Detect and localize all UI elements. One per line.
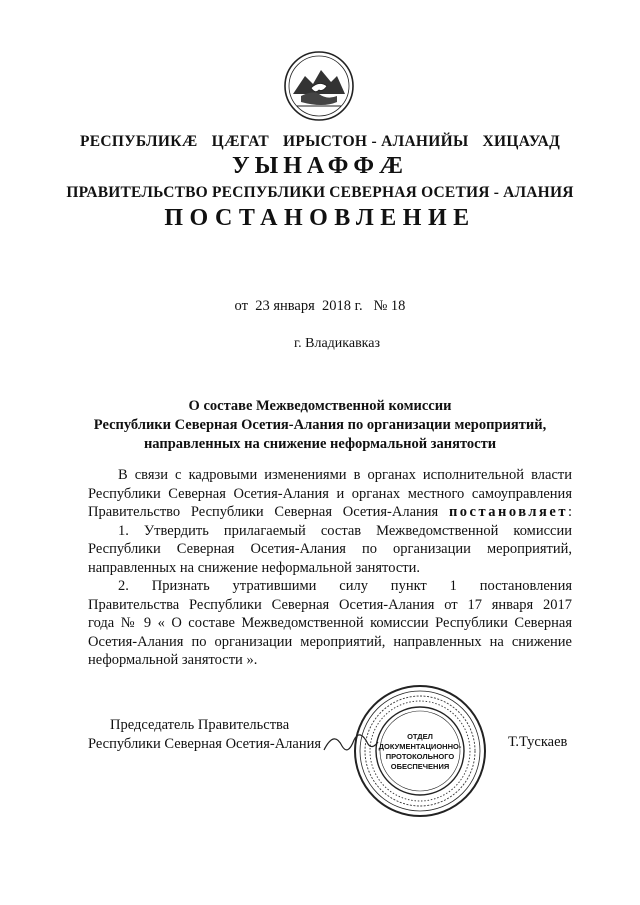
doc-title-line: направленных на снижение неформальной занятости xyxy=(143,436,497,452)
body-line: направленных на снижение неформальной занятости. xyxy=(88,559,420,576)
doc-number: № 18 xyxy=(373,298,406,314)
resolves-word: постановляет xyxy=(448,504,568,520)
body-line: неформальной занятости ». xyxy=(88,652,258,668)
position-line: Председатель Правительства xyxy=(110,717,290,733)
city: г. Владикавказ xyxy=(293,336,381,351)
position-line: Республики Северная Осетия-Алания xyxy=(88,736,322,752)
body-line: Правительства Республики Северная Осетия-Алания от 17 января 2017 xyxy=(88,596,572,613)
stamp-text-line: ПРОТОКОЛЬНОГО xyxy=(385,752,455,761)
date-prefix: от xyxy=(234,298,248,314)
date: 23 января xyxy=(255,298,315,314)
stamp-text-line: ОБЕСПЕЧЕНИЯ xyxy=(390,762,450,771)
body-line: года № 9 « О составе Межведомственной комиссии Республики Северная xyxy=(88,615,572,631)
body-line: В связи с кадровыми изменениями в органах исполнительной власти xyxy=(118,467,572,483)
signatory-name: Т.Тускаев xyxy=(508,734,568,750)
body-line: 1. Утвердить прилагаемый состав Межведомственной комиссии xyxy=(118,522,572,539)
coat-of-arms-icon xyxy=(283,50,355,122)
year: 2018 г. xyxy=(322,298,363,314)
russian-doc-type: ПОСТАНОВЛЕНИЕ xyxy=(164,205,476,231)
doc-title-line: О составе Межведомственной комиссии xyxy=(188,398,452,414)
russian-government-title: ПРАВИТЕЛЬСТВО РЕСПУБЛИКИ СЕВЕРНАЯ ОСЕТИЯ - АЛАНИЯ xyxy=(66,184,574,201)
stamp-text-line: ОТДЕЛ xyxy=(407,732,433,741)
body-line: 2. Признать утратившими силу пункт 1 постановления xyxy=(118,578,572,594)
signatory-position xyxy=(88,716,321,754)
body-line: Республики Северная Осетия-Алания по организации мероприятий, xyxy=(88,541,572,557)
stamp-text-line: ДОКУМЕНТАЦИОННО- xyxy=(378,742,462,751)
body-line: Республики Северная Осетия-Алания и органах местного самоуправления xyxy=(88,485,572,502)
ossetian-doc-type: УЫНАФФӔ xyxy=(232,153,408,179)
date-line xyxy=(0,298,640,315)
body-line: Осетия-Алания по организации мероприятий, направленных на снижение xyxy=(88,633,572,650)
ossetian-government-title: РЕСПУБЛИКӔ ЦӔГАТ ИРЫСТОН - АЛАНИЙЫ ХИЦАУАД xyxy=(79,133,561,150)
signature-scribble xyxy=(320,720,380,760)
doc-title-line: Республики Северная Осетия-Алания по организации мероприятий, xyxy=(93,417,547,433)
doc-body xyxy=(88,466,572,670)
body-line: Правительство Республики Северная Осетия-Алания постановляет: xyxy=(88,504,572,520)
